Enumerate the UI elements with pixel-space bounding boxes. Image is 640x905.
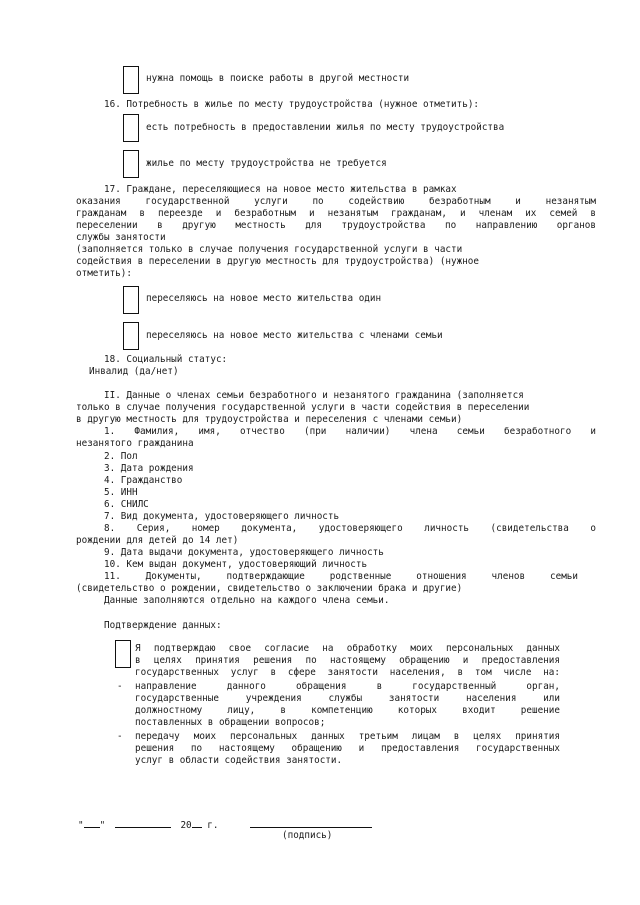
option-housing-need: есть потребность в предоставлении жилья по месту трудоустройства — [146, 122, 505, 133]
date-quote-close: " — [99, 820, 106, 831]
field-citizenship: 4. Гражданство — [104, 475, 183, 486]
section2-line-5: незанятого гражданина — [76, 438, 194, 449]
checkbox-housing-no-need[interactable] — [123, 150, 139, 178]
item17-line-6: (заполняется только в случае получения государственной услуги в части — [76, 244, 463, 255]
section2-line-4: 1. Фамилия, имя, отчество (при наличии) члена семьи безработного и — [104, 426, 596, 437]
field-kinship-docs-line-2: (свидетельство о рождении, свидетельство о заключении брака и другие) — [76, 583, 463, 594]
option-move-alone: переселяюсь на новое место жительства один — [146, 293, 382, 304]
signature-caption: (подпись) — [282, 830, 333, 841]
checkbox-move-alone[interactable] — [123, 286, 139, 314]
bullet-dash-1: - — [117, 681, 123, 692]
item17-line-3: гражданам в переезде и безработным и незанятым гражданам, и членам их семей в — [76, 208, 596, 219]
section2-note: Данные заполняются отдельно на каждого члена семьи. — [104, 595, 390, 606]
item17-line-5: службы занятости — [76, 232, 166, 243]
year-suffix: г. — [201, 820, 219, 831]
confirmation-heading: Подтверждение данных: — [104, 620, 222, 631]
bullet2-line-3: услуг в области содействия занятости. — [135, 755, 343, 766]
field-snils: 6. СНИЛС — [104, 499, 149, 510]
consent-line-3: государственных услуг в сфере занятости населения, в том числе на: — [135, 667, 560, 678]
item18-heading: 18. Социальный статус: — [104, 354, 228, 365]
field-kinship-docs-line-1: 11. Документы, подтверждающие родственные отношения членов семьи — [104, 571, 578, 582]
signature-blank[interactable] — [250, 818, 372, 828]
item17-line-1: 17. Граждане, переселяющиеся на новое место жительства в рамках — [104, 184, 457, 195]
consent-line-2: в целях принятия решения по настоящему обращению и предоставления — [135, 655, 560, 666]
consent-line-1: Я подтверждаю свое согласие на обработку моих персональных данных — [135, 643, 560, 654]
item17-line-8: отметить): — [76, 268, 132, 279]
checkbox-move-family[interactable] — [123, 322, 139, 350]
day-blank[interactable] — [84, 818, 100, 828]
checkbox-consent[interactable] — [115, 640, 131, 668]
section2-line-1: II. Данные о членах семьи безработного и незанятого гражданина (заполняется — [104, 390, 524, 401]
bullet-dash-2: - — [117, 731, 123, 742]
item17-line-7: содействия в переселении в другую местность для трудоустройства) (нужное — [76, 256, 479, 267]
field-sex: 2. Пол — [104, 451, 138, 462]
field-birth-date: 3. Дата рождения — [104, 463, 194, 474]
item17-line-2: оказания государственной услуги по содействию безработным и незанятым — [76, 196, 596, 207]
field-doc-number-line-2: рождении для детей до 14 лет) — [76, 535, 239, 546]
field-doc-issuer: 10. Кем выдан документ, удостоверяющий личность — [104, 559, 368, 570]
year-prefix: 20 — [180, 820, 192, 831]
bullet1-line-4: поставленных в обращении вопросов; — [135, 717, 326, 728]
item16-heading: 16. Потребность в жилье по месту трудоустройства (нужное отметить): — [104, 99, 480, 110]
field-inn: 5. ИНН — [104, 487, 138, 498]
checkbox-housing-need[interactable] — [123, 114, 139, 142]
field-id-doc-type: 7. Вид документа, удостоверяющего личность — [104, 511, 340, 522]
date-quote-open: " — [78, 820, 84, 831]
bullet1-line-1: направление данного обращения в государственный орган, — [135, 681, 560, 692]
bullet1-line-2: государственные учреждения службы занятости населения или — [135, 693, 560, 704]
field-doc-number-line-1: 8. Серия, номер документа, удостоверяющего личность (свидетельства о — [104, 523, 596, 534]
option-housing-no-need: жилье по месту трудоустройства не требуется — [146, 158, 387, 169]
bullet1-line-3: должностному лицу, в компетенцию которых входит решение — [135, 705, 560, 716]
month-blank[interactable] — [115, 818, 171, 828]
item18-value: Инвалид (да/нет) — [89, 366, 179, 377]
checkbox-other-area[interactable] — [123, 66, 139, 94]
option-move-family: переселяюсь на новое место жительства с членами семьи — [146, 330, 443, 341]
option-other-area: нужна помощь в поиске работы в другой местности — [146, 73, 410, 84]
bullet2-line-1: передачу моих персональных данных третьим лицам в целях принятия — [135, 731, 560, 742]
item17-line-4: переселении в другую местность для трудоустройства по направлению органов — [76, 220, 596, 231]
section2-line-3: в другую местность для трудоустройства и переселения с членами семьи) — [76, 414, 463, 425]
bullet2-line-2: решения по настоящему обращению и предоставления государственных — [135, 743, 560, 754]
field-doc-issue-date: 9. Дата выдачи документа, удостоверяющего личность — [104, 547, 384, 558]
section2-line-2: только в случае получения государственной услуги в части содействия в переселении — [76, 402, 530, 413]
year-blank[interactable] — [192, 818, 202, 828]
